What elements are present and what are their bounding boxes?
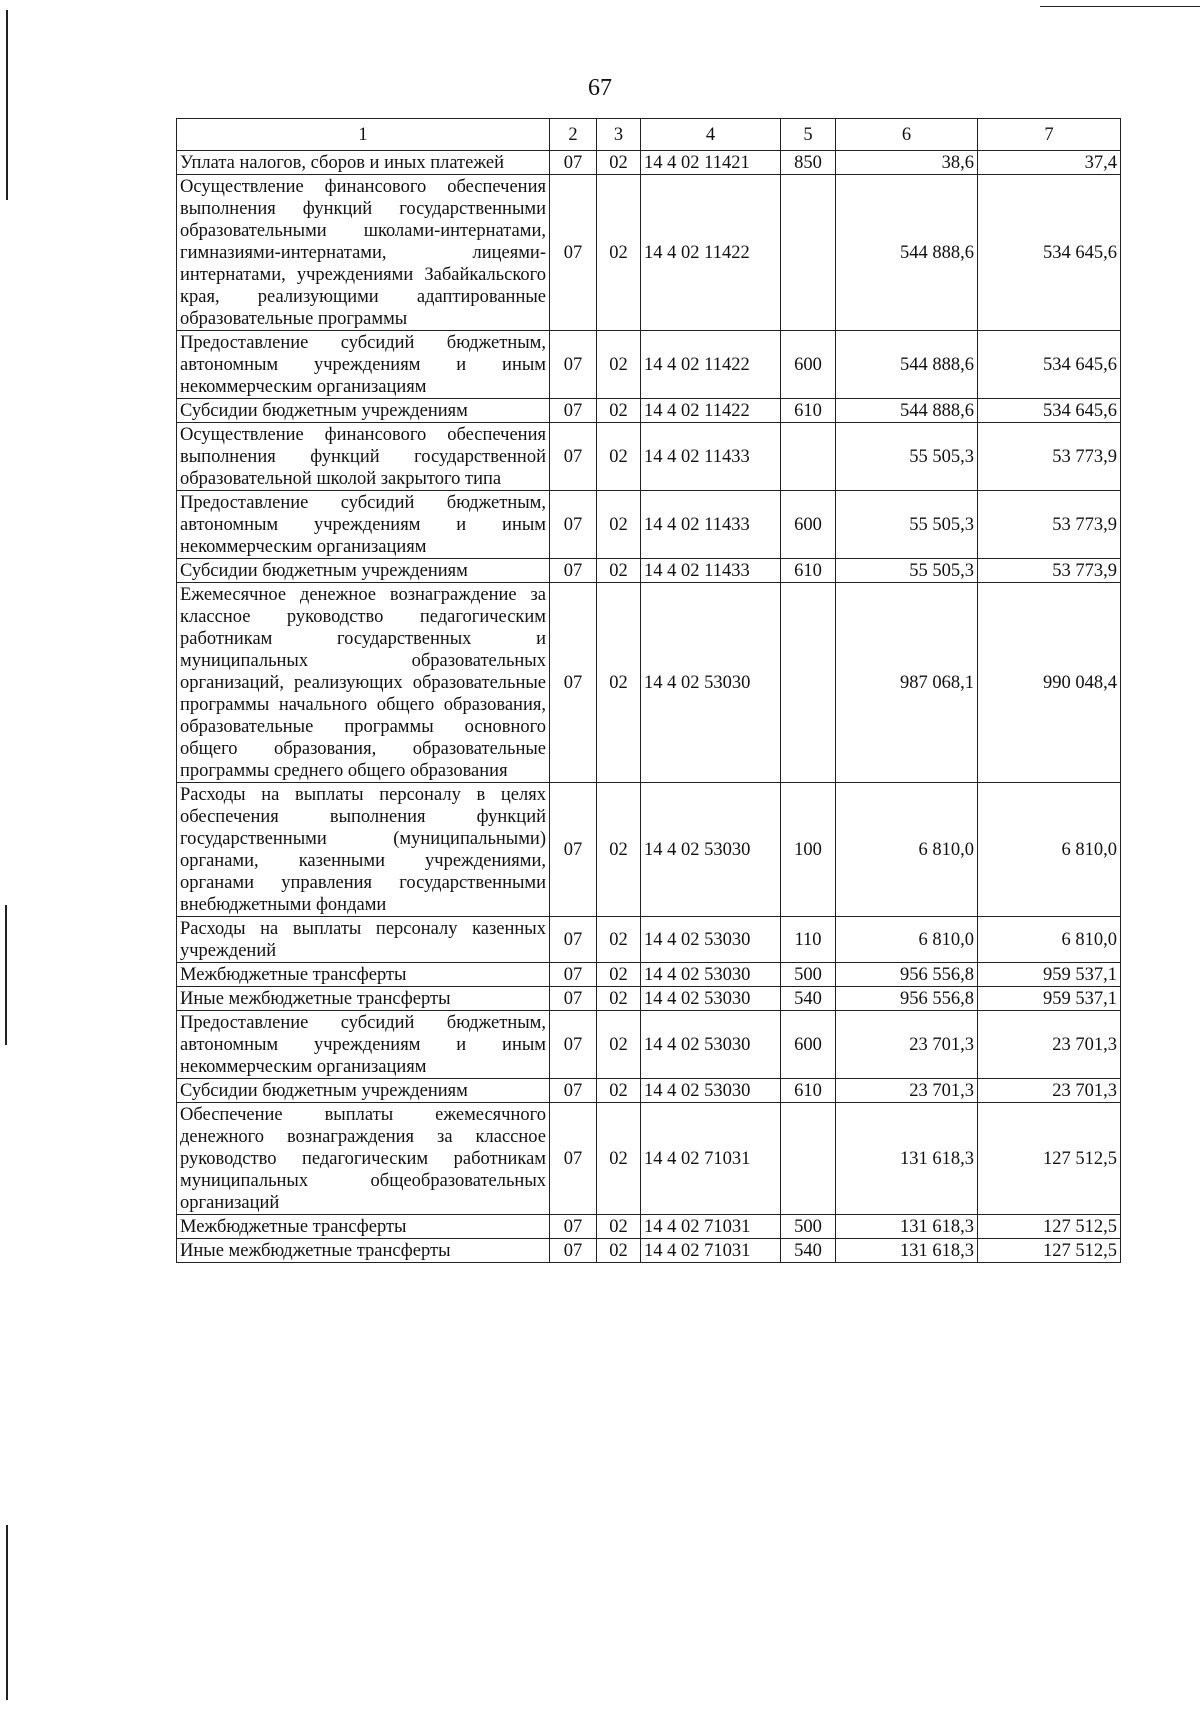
row-amount-col7: 534 645,6 (978, 331, 1121, 399)
table-row (177, 151, 1121, 175)
row-expense-type: 540 (781, 987, 836, 1011)
row-section: 07 (550, 1079, 597, 1103)
header-row (177, 119, 1121, 151)
table-row (177, 399, 1121, 423)
row-subsection: 02 (597, 175, 641, 331)
row-amount-col7: 959 537,1 (978, 963, 1121, 987)
row-amount-col7: 127 512,5 (978, 1239, 1121, 1263)
row-amount-col6: 544 888,6 (836, 175, 978, 331)
table-row (177, 491, 1121, 559)
row-expense-type: 100 (781, 783, 836, 917)
row-amount-col6: 6 810,0 (836, 917, 978, 963)
row-target-code: 14 4 02 11433 (641, 559, 781, 583)
table-row (177, 917, 1121, 963)
row-subsection: 02 (597, 917, 641, 963)
row-section: 07 (550, 175, 597, 331)
row-subsection: 02 (597, 1079, 641, 1103)
row-section: 07 (550, 1011, 597, 1079)
row-expense-type: 500 (781, 963, 836, 987)
header-col-4: 4 (641, 119, 781, 151)
table-row (177, 1011, 1121, 1079)
row-name: Осуществление финансового обеспечения выполнения функций государственными образовательными школами-интернатами, гимназиями-интернатами, лицеями-интернатами, учреждениями Забайкальского края, реализующими адаптированные образовательные программы (177, 175, 550, 331)
header-col-1: 1 (177, 119, 550, 151)
row-amount-col6: 131 618,3 (836, 1103, 978, 1215)
row-target-code: 14 4 02 71031 (641, 1215, 781, 1239)
header-col-3: 3 (597, 119, 641, 151)
row-target-code: 14 4 02 11433 (641, 423, 781, 491)
table-row (177, 1239, 1121, 1263)
table-row (177, 783, 1121, 917)
scan-edge-mark-bottom-left (6, 1525, 8, 1700)
row-amount-col6: 956 556,8 (836, 987, 978, 1011)
row-amount-col6: 23 701,3 (836, 1079, 978, 1103)
row-name: Иные межбюджетные трансферты (177, 987, 550, 1011)
page-number: 67 (588, 75, 612, 101)
header-col-6: 6 (836, 119, 978, 151)
row-name: Расходы на выплаты персоналу казенных учреждений (177, 917, 550, 963)
row-subsection: 02 (597, 491, 641, 559)
row-expense-type: 600 (781, 491, 836, 559)
row-name: Осуществление финансового обеспечения выполнения функций государственной образовательной школой закрытого типа (177, 423, 550, 491)
row-expense-type: 850 (781, 151, 836, 175)
row-target-code: 14 4 02 53030 (641, 1079, 781, 1103)
table-row (177, 1103, 1121, 1215)
row-subsection: 02 (597, 399, 641, 423)
table-row (177, 1215, 1121, 1239)
row-section: 07 (550, 917, 597, 963)
row-amount-col6: 131 618,3 (836, 1215, 978, 1239)
row-name: Субсидии бюджетным учреждениям (177, 399, 550, 423)
row-amount-col7: 959 537,1 (978, 987, 1121, 1011)
row-name: Субсидии бюджетным учреждениям (177, 1079, 550, 1103)
row-expense-type: 500 (781, 1215, 836, 1239)
row-target-code: 14 4 02 11422 (641, 331, 781, 399)
row-name: Обеспечение выплаты ежемесячного денежного вознаграждения за классное руководство педагогическим работникам муниципальных общеобразовательных организаций (177, 1103, 550, 1215)
row-target-code: 14 4 02 53030 (641, 1011, 781, 1079)
row-amount-col6: 544 888,6 (836, 399, 978, 423)
row-amount-col7: 23 701,3 (978, 1011, 1121, 1079)
row-subsection: 02 (597, 559, 641, 583)
table-row (177, 963, 1121, 987)
row-subsection: 02 (597, 151, 641, 175)
row-name: Иные межбюджетные трансферты (177, 1239, 550, 1263)
row-amount-col7: 53 773,9 (978, 559, 1121, 583)
table-body (177, 151, 1121, 1263)
row-section: 07 (550, 151, 597, 175)
row-amount-col6: 55 505,3 (836, 559, 978, 583)
table-row (177, 987, 1121, 1011)
row-expense-type: 110 (781, 917, 836, 963)
row-section: 07 (550, 491, 597, 559)
row-name: Предоставление субсидий бюджетным, автономным учреждениям и иным некоммерческим организациям (177, 1011, 550, 1079)
row-amount-col7: 6 810,0 (978, 783, 1121, 917)
row-target-code: 14 4 02 11433 (641, 491, 781, 559)
row-amount-col7: 23 701,3 (978, 1079, 1121, 1103)
table-row (177, 423, 1121, 491)
row-name: Уплата налогов, сборов и иных платежей (177, 151, 550, 175)
row-target-code: 14 4 02 53030 (641, 917, 781, 963)
row-subsection: 02 (597, 1011, 641, 1079)
row-amount-col7: 53 773,9 (978, 491, 1121, 559)
row-section: 07 (550, 583, 597, 783)
table-row (177, 331, 1121, 399)
row-name: Предоставление субсидий бюджетным, автономным учреждениям и иным некоммерческим организациям (177, 331, 550, 399)
row-expense-type (781, 1103, 836, 1215)
row-target-code: 14 4 02 11422 (641, 175, 781, 331)
row-expense-type (781, 423, 836, 491)
row-amount-col6: 956 556,8 (836, 963, 978, 987)
row-section: 07 (550, 423, 597, 491)
row-section: 07 (550, 399, 597, 423)
header-col-7: 7 (978, 119, 1121, 151)
row-section: 07 (550, 987, 597, 1011)
row-target-code: 14 4 02 53030 (641, 963, 781, 987)
row-amount-col6: 131 618,3 (836, 1239, 978, 1263)
row-target-code: 14 4 02 53030 (641, 783, 781, 917)
row-expense-type: 600 (781, 1011, 836, 1079)
scan-edge-mark-top-left (6, 10, 8, 200)
row-subsection: 02 (597, 783, 641, 917)
row-section: 07 (550, 1215, 597, 1239)
row-name: Межбюджетные трансферты (177, 1215, 550, 1239)
table-row (177, 175, 1121, 331)
row-name: Межбюджетные трансферты (177, 963, 550, 987)
table-row (177, 1079, 1121, 1103)
row-subsection: 02 (597, 963, 641, 987)
row-amount-col7: 127 512,5 (978, 1103, 1121, 1215)
row-subsection: 02 (597, 1215, 641, 1239)
row-subsection: 02 (597, 1239, 641, 1263)
row-section: 07 (550, 783, 597, 917)
row-section: 07 (550, 963, 597, 987)
row-amount-col7: 127 512,5 (978, 1215, 1121, 1239)
row-target-code: 14 4 02 53030 (641, 987, 781, 1011)
row-amount-col7: 6 810,0 (978, 917, 1121, 963)
row-section: 07 (550, 331, 597, 399)
row-subsection: 02 (597, 583, 641, 783)
row-target-code: 14 4 02 71031 (641, 1103, 781, 1215)
row-target-code: 14 4 02 53030 (641, 583, 781, 783)
row-section: 07 (550, 1239, 597, 1263)
row-section: 07 (550, 559, 597, 583)
table-row (177, 559, 1121, 583)
row-expense-type: 610 (781, 559, 836, 583)
row-name: Ежемесячное денежное вознаграждение за классное руководство педагогическим работникам государственных и муниципальных образовательных организаций, реализующих образовательные программы начального общего образования, образовательные программы основного общего образования, образовательные программы среднего общего образования (177, 583, 550, 783)
row-expense-type (781, 175, 836, 331)
row-subsection: 02 (597, 423, 641, 491)
row-amount-col6: 55 505,3 (836, 423, 978, 491)
row-expense-type: 610 (781, 399, 836, 423)
row-target-code: 14 4 02 11421 (641, 151, 781, 175)
row-expense-type: 540 (781, 1239, 836, 1263)
row-amount-col7: 53 773,9 (978, 423, 1121, 491)
row-amount-col6: 544 888,6 (836, 331, 978, 399)
row-subsection: 02 (597, 1103, 641, 1215)
scan-edge-mark-mid-left (5, 905, 7, 1045)
row-target-code: 14 4 02 71031 (641, 1239, 781, 1263)
row-amount-col6: 6 810,0 (836, 783, 978, 917)
row-amount-col6: 23 701,3 (836, 1011, 978, 1079)
table-header (177, 119, 1121, 151)
row-name: Расходы на выплаты персоналу в целях обеспечения выполнения функций государственными (муниципальными) органами, казенными учреждениями, органами управления государственными внебюджетными фондами (177, 783, 550, 917)
row-subsection: 02 (597, 987, 641, 1011)
row-amount-col6: 55 505,3 (836, 491, 978, 559)
row-amount-col7: 534 645,6 (978, 399, 1121, 423)
row-expense-type: 610 (781, 1079, 836, 1103)
scan-edge-mark-top-right (1040, 6, 1200, 7)
row-amount-col7: 37,4 (978, 151, 1121, 175)
row-subsection: 02 (597, 331, 641, 399)
row-expense-type: 600 (781, 331, 836, 399)
row-amount-col7: 534 645,6 (978, 175, 1121, 331)
table-row (177, 583, 1121, 783)
row-target-code: 14 4 02 11422 (641, 399, 781, 423)
row-name: Предоставление субсидий бюджетным, автономным учреждениям и иным некоммерческим организациям (177, 491, 550, 559)
row-section: 07 (550, 1103, 597, 1215)
row-amount-col6: 38,6 (836, 151, 978, 175)
budget-table (176, 118, 1121, 1263)
header-col-5: 5 (781, 119, 836, 151)
row-amount-col6: 987 068,1 (836, 583, 978, 783)
header-col-2: 2 (550, 119, 597, 151)
row-name: Субсидии бюджетным учреждениям (177, 559, 550, 583)
row-expense-type (781, 583, 836, 783)
row-amount-col7: 990 048,4 (978, 583, 1121, 783)
